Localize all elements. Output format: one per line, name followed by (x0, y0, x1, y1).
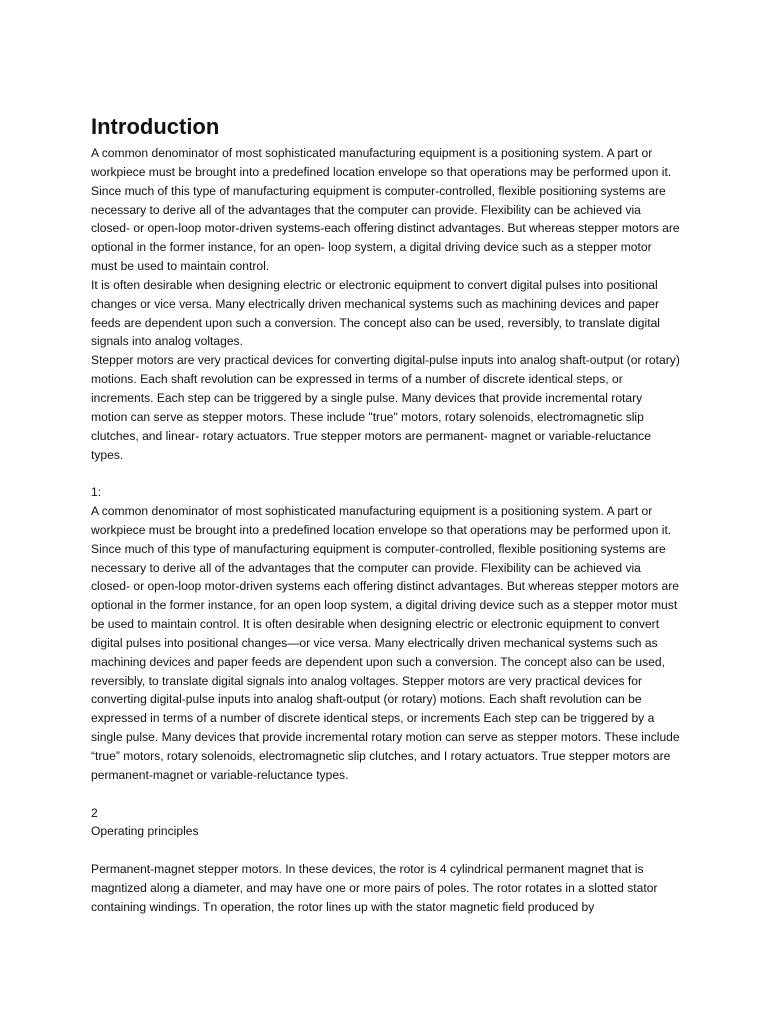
spacer (91, 785, 681, 804)
intro-paragraph-1: A common denominator of most sophisticated manufacturing equipment is a positioning system. A part or workpiece must be brought into a predefined location envelope so that operations may be performed upon it. Since much of this type of manufacturing equipment is computer-controlled, flexible positioning systems are necessary to derive all of the advantages that the computer can provide. Flexibility can be achieved via closed- or open-loop motor-driven systems-each offering distinct advantages. But whereas stepper motors are optional in the former instance, for an open- loop system, a digital driving device such as a stepper motor must be used to maintain control. (91, 146, 680, 274)
section-2-label: 2 (91, 805, 98, 820)
spacer (91, 464, 681, 483)
spacer (91, 841, 681, 860)
section-2-title: Operating principles (91, 824, 199, 839)
section-2-text: Permanent-magnet stepper motors. In these devices, the rotor is 4 cylindrical permanent magnet that is magntized along a diameter, and may have one or more pairs of poles. The rotor rotates in a slotted stator containing windings. Tn operation, the rotor lines up with the stator magnetic field produced by (91, 862, 658, 914)
document-page (91, 112, 681, 917)
intro-paragraph-2: It is often desirable when designing electric or electronic equipment to convert digital pulses into positional changes or vice versa. Many electrically driven mechanical systems such as machining devices and paper feeds are dependent upon such a conversion. The concept also can be used, reversibly, to translate digital signals into analog voltages. (91, 277, 660, 349)
introduction-heading: Introduction (91, 114, 220, 139)
section-1-label: 1: (91, 485, 102, 500)
intro-paragraph-3: Stepper motors are very practical devices for converting digital-pulse inputs into analog shaft-output (or rotary) motions. Each shaft revolution can be expressed in terms of a number of discrete identical steps, or increments. Each step can be triggered by a single pulse. Many devices that provide incremental rotary motion can serve as stepper motors. These include "true" motors, rotary solenoids, electromagnetic slip clutches, and linear- rotary actuators. True stepper motors are permanent- magnet or variable-reluctance types. (91, 353, 680, 462)
section-1-text: A common denominator of most sophisticated manufacturing equipment is a positioning system. A part or workpiece must be brought into a predefined location envelope so that operations may be performed upon it. Since much of this type of manufacturing equipment is computer-controlled, flexible positioning systems are necessary to derive all of the advantages that the computer can provide. Flexibility can be achieved via closed- or open-loop motor-driven systems each offering distinct advantages. But whereas stepper motors are optional in the former instance, for an open loop system, a digital driving device such as a stepper motor must be used to maintain control. It is often desirable when designing electric or electronic equipment to convert digital pulses into positional changes—or vice versa. Many electrically driven mechanical systems such as machining devices and paper feeds are dependent upon such a conversion. The concept also can be used, reversibly, to translate digital signals into analog voltages. Stepper motors are very practical devices for converting digital-pulse inputs into analog shaft-output (or rotary) motions. Each shaft revolution can be expressed in terms of a number of discrete identical steps, or increments Each step can be triggered by a single pulse. Many devices that provide incremental rotary motion can serve as stepper motors. These include “true” motors, rotary solenoids, electromagnetic slip clutches, and I rotary actuators. True stepper motors are permanent-magnet or variable-reluctance types. (91, 504, 680, 782)
